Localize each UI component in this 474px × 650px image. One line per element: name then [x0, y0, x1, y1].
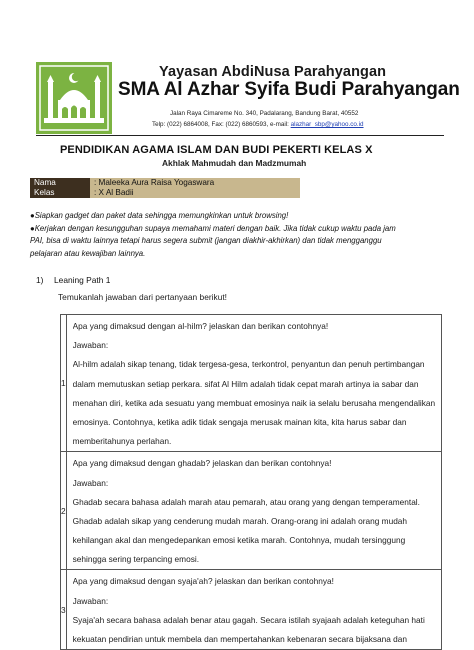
- note-item: [30, 223, 460, 236]
- question-text: Apa yang dimaksud dengan al-hilm? jelaskan dan berikan contohnya!: [72, 321, 329, 331]
- answer-line: Ghadab secara bahasa adalah marah atau pemarah, atau orang yang dengan temperamental.: [72, 496, 420, 507]
- note-item-continued: [30, 248, 460, 261]
- answer-line: menahan diri, ketika ada sesuatu yang membuat emosinya naik ia selalu berusaha mengendalikan: [72, 397, 436, 408]
- note-text: Kerjakan dengan kesungguhan supaya memahami materi dengan baik. Jika tidak cukup waktu pada jam: [34, 223, 396, 233]
- answer-line: Al-hilm adalah sikap tenang, tidak tergesa-gesa, terkontrol, penyantun dan penuh pertimbangan: [72, 359, 425, 370]
- note-item: [30, 210, 460, 223]
- question-row: [61, 570, 442, 650]
- note-text: PAI, bisa di waktu lainnya tetapi harus segera submit (jangan diakhir-akhirkan) dan tidak mengganggu: [30, 236, 382, 245]
- question-number: 1: [61, 315, 67, 452]
- school-address: Jalan Raya Cimareme No. 340, Padalarang, Bandung Barat, 40552: [170, 110, 359, 117]
- answer-label: Jawaban:: [72, 477, 109, 488]
- section-number: 1): [36, 275, 44, 285]
- question-body: [66, 452, 442, 570]
- name-label: Nama: [30, 178, 90, 188]
- question-body: [66, 570, 442, 650]
- class-value: : X Al Badii: [90, 188, 300, 198]
- answer-label: Jawaban:: [72, 595, 109, 606]
- question-text: Apa yang dimaksud dengan syaja'ah? jelaskan dan berikan contohnya!: [72, 576, 334, 587]
- section-title: Leaning Path 1: [54, 275, 111, 285]
- answer-line: emosinya. Contohnya, ketika adik tidak sengaja merusak mainan kita, kita harus sabar dan: [72, 416, 407, 427]
- answer-line: kehilangan akal dan mengedepankan emosi ketika marah. Contohnya, mudah tersinggung: [72, 535, 406, 546]
- bullet-icon: ●: [30, 211, 35, 220]
- instruction-notes: [30, 210, 460, 260]
- answer-line: sehingga sering terpancing emosi.: [72, 554, 199, 565]
- school-name: SMA Al Azhar Syifa Budi Parahyangan: [118, 79, 460, 100]
- topic-title: Akhlak Mahmudah dan Madzmumah: [162, 158, 307, 168]
- answer-line: kekuatan pendirian untuk membela dan mempertahankan kebenaran secara bijaksana dan: [72, 634, 408, 644]
- organization-name: Yayasan AbdiNusa Parahyangan: [159, 64, 387, 80]
- question-number: 3: [61, 570, 67, 650]
- mosque-logo-icon: [36, 62, 112, 134]
- note-text: pelajaran atau kewajiban lainnya.: [30, 248, 146, 258]
- question-answer-table: [60, 314, 442, 650]
- question-row: [61, 315, 442, 452]
- class-label: Kelas: [30, 188, 90, 198]
- header-divider: [36, 135, 444, 136]
- bullet-icon: ●: [30, 223, 35, 233]
- contact-phone-fax: Telp: (022) 6864008, Fax: (022) 6860593, e-mail:: [152, 121, 291, 128]
- question-row: [61, 452, 442, 570]
- subject-title: PENDIDIKAN AGAMA ISLAM DAN BUDI PEKERTI KELAS X: [60, 144, 373, 156]
- answer-line: Ghadab adalah sikap yang cenderung mudah marah. Orang-orang ini adalah orang mudah: [72, 515, 408, 526]
- email-link[interactable]: alazhar_sbp@yahoo.co.id: [290, 121, 364, 128]
- note-text: Siapkan gadget dan paket data sehingga memungkinkan untuk browsing!: [34, 211, 289, 220]
- student-name-row: [30, 178, 300, 188]
- section-heading: [36, 275, 110, 285]
- note-item-continued: [30, 235, 460, 248]
- name-value: : Maleeka Aura Raisa Yogaswara: [90, 178, 300, 188]
- answer-line: dalam memutuskan setiap perkara. sifat Al Hilm adalah tidak cepat marah artinya ia sabar dan: [72, 378, 419, 389]
- student-class-row: [30, 188, 300, 198]
- question-number: 2: [61, 452, 67, 570]
- question-text: Apa yang dimaksud dengan ghadab? jelaskan dan berikan contohnya!: [72, 458, 332, 469]
- school-contact: [152, 121, 364, 128]
- question-body: [66, 315, 442, 452]
- answer-line: memberitahunya perlahan.: [72, 436, 172, 447]
- answer-line: Syaja'ah secara bahasa adalah benar atau gagah. Secara istilah syajaah adalah keteguhan hati: [72, 614, 425, 625]
- student-info-table: [30, 178, 300, 198]
- section-instruction: Temukanlah jawaban dari pertanyaan berikut!: [58, 292, 227, 302]
- answer-label: Jawaban:: [72, 340, 109, 351]
